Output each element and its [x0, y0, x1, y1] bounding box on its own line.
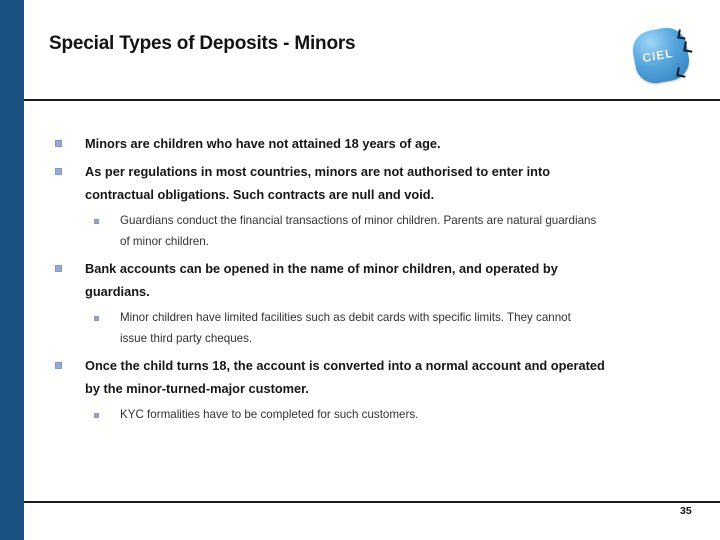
sub-bullet-item	[0, 405, 720, 426]
title-divider	[24, 99, 720, 101]
bullet-item	[0, 257, 720, 303]
logo-bird-icon	[677, 29, 686, 39]
bullet-text: guardians.	[85, 284, 150, 299]
sub-bullet-text: KYC formalities have to be completed for such customers.	[120, 408, 419, 421]
page-number: 35	[680, 505, 692, 517]
sub-bullet-text: issue third party cheques.	[120, 331, 253, 345]
footer-divider	[24, 501, 720, 503]
bullet-square-icon	[55, 168, 62, 175]
ciel-logo	[630, 16, 706, 92]
bullet-list	[0, 132, 720, 431]
sub-bullet-text: Guardians conduct the financial transactions of minor children. Parents are natural guardians	[120, 214, 597, 227]
page-title: Special Types of Deposits - Minors	[49, 33, 356, 54]
bullet-text: As per regulations in most countries, minors are not authorised to enter into	[85, 164, 551, 179]
bullet-text: Minors are children who have not attained 18 years of age.	[85, 136, 441, 151]
ciel-logo-text: CIEL	[641, 45, 675, 66]
sub-bullet-item	[0, 211, 720, 252]
bullet-square-icon	[55, 265, 62, 272]
bullet-text: by the minor-turned-major customer.	[85, 381, 309, 396]
bullet-square-icon	[94, 316, 99, 321]
bullet-square-icon	[55, 140, 62, 147]
bullet-item	[0, 160, 720, 206]
bullet-square-icon	[94, 413, 99, 418]
sub-bullet-text: of minor children.	[120, 234, 209, 248]
bullet-square-icon	[94, 219, 99, 224]
logo-bird-icon	[676, 67, 686, 77]
bullet-text: Once the child turns 18, the account is converted into a normal account and operated	[85, 358, 605, 373]
bullet-square-icon	[55, 362, 62, 369]
bullet-text: contractual obligations. Such contracts are null and void.	[85, 187, 435, 202]
sub-bullet-text: Minor children have limited facilities such as debit cards with specific limits. They cannot	[120, 311, 571, 324]
logo-bird-icon	[683, 41, 694, 52]
sub-bullet-item	[0, 308, 720, 349]
bullet-text: Bank accounts can be opened in the name of minor children, and operated by	[85, 261, 558, 276]
bullet-item	[0, 132, 720, 155]
bullet-item	[0, 354, 720, 400]
